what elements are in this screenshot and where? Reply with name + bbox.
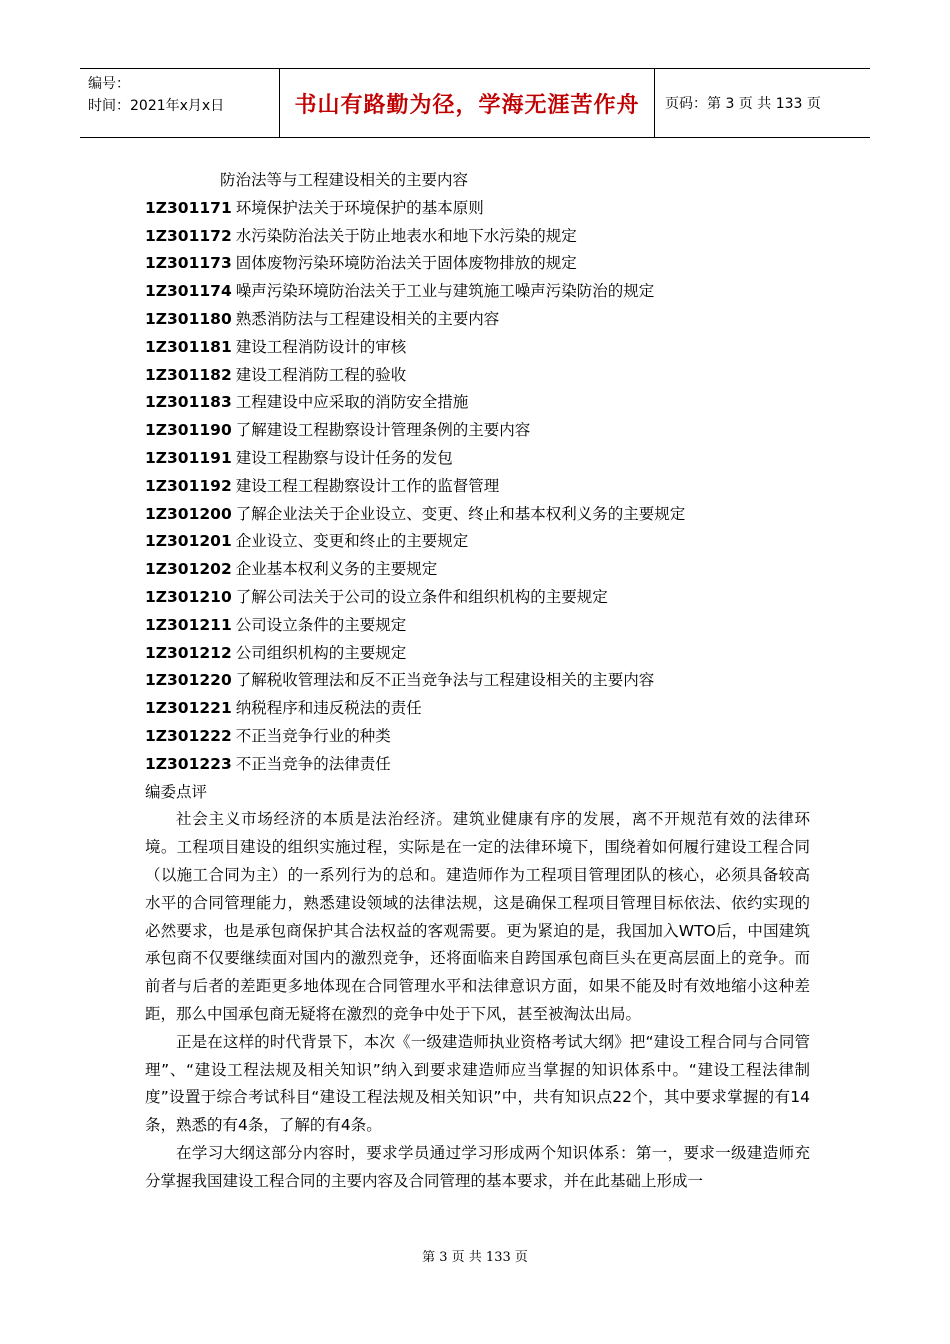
syllabus-outline — [145, 167, 810, 806]
outline-item — [145, 362, 810, 390]
outline-item — [145, 223, 810, 251]
outline-item-code: 1Z301212 — [145, 643, 232, 662]
outline-item — [145, 612, 810, 640]
outline-item-code: 1Z301181 — [145, 337, 232, 356]
outline-item — [145, 445, 810, 473]
outline-item-text: 编委点评 — [145, 782, 208, 801]
outline-item-text: 建设工程勘察与设计任务的发包 — [235, 448, 453, 467]
outline-item-code: 1Z301202 — [145, 560, 232, 579]
outline-item — [145, 334, 810, 362]
outline-item-code: 1Z301223 — [145, 754, 232, 773]
header-meta — [80, 69, 280, 137]
outline-item-code: 1Z301174 — [145, 282, 232, 301]
outline-item — [145, 528, 810, 556]
outline-item-text: 噪声污染环境防治法关于工业与建筑施工噪声污染防治的规定 — [235, 282, 655, 301]
outline-item-code: 1Z301180 — [145, 309, 232, 328]
outline-item-text: 了解企业法关于企业设立、变更、终止和基本权利义务的主要规定 — [235, 504, 686, 523]
outline-item-text: 了解建设工程勘察设计管理条例的主要内容 — [235, 421, 531, 440]
document-body — [145, 167, 810, 1195]
outline-item-text: 公司设立条件的主要规定 — [235, 615, 407, 634]
page-header — [80, 68, 870, 138]
outline-item — [145, 501, 810, 529]
outline-item-text: 纳税程序和违反税法的责任 — [235, 699, 422, 718]
outline-item — [145, 167, 810, 195]
outline-item — [145, 306, 810, 334]
outline-item-text: 不正当竞争的法律责任 — [235, 754, 391, 773]
outline-item-text: 不正当竞争行业的种类 — [235, 726, 391, 745]
outline-item — [145, 695, 810, 723]
outline-item — [145, 278, 810, 306]
outline-item-text: 公司组织机构的主要规定 — [235, 643, 407, 662]
outline-item — [145, 556, 810, 584]
outline-item-text: 企业基本权利义务的主要规定 — [235, 560, 438, 579]
outline-item — [145, 640, 810, 668]
commentary-section — [145, 806, 810, 1195]
outline-item-text: 固体废物污染环境防治法关于固体废物排放的规定 — [235, 254, 577, 273]
outline-item-code: 1Z301171 — [145, 198, 232, 217]
outline-item-code: 1Z301183 — [145, 393, 232, 412]
outline-item-code: 1Z301172 — [145, 226, 232, 245]
outline-item — [145, 250, 810, 278]
document-number-label: 编号： — [88, 76, 130, 92]
header-page-number: 页码：第 3 页 共 133 页 — [665, 96, 821, 112]
commentary-paragraph: 社会主义市场经济的本质是法治经济。建筑业健康有序的发展，离不开规范有效的法律环境。工程项目建设的组织实施过程，实际是在一定的法律环境下，围绕着如何履行建设工程合同（以施工合同为主）的一系列行为的总和。建造师作为工程项目管理团队的核心，必须具备较高水平的合同管理能力，熟悉建设领域的法律法规，这是确保工程项目管理目标依法、依约实现的必然要求，也是承包商保护其合法权益的客观需要。更为紧迫的是，我国加入WTO后，中国建筑承包商不仅要继续面对国内的激烈竞争，还将面临来自跨国承包商巨头在更高层面上的竞争。而前者与后者的差距更多地体现在合同管理水平和法律意识方面，如果不能及时有效地缩小这种差距，那么中国承包商无疑将在激烈的竞争中处于下风，甚至被淘汰出局。 — [145, 810, 810, 1023]
outline-item-text: 了解公司法关于公司的设立条件和组织机构的主要规定 — [235, 587, 608, 606]
outline-item-code: 1Z301211 — [145, 615, 232, 634]
outline-item — [145, 751, 810, 779]
header-motto: 书山有路勤为径，学海无涯苦作舟 — [280, 69, 655, 137]
outline-item-code: 1Z301182 — [145, 365, 232, 384]
outline-item-code: 1Z301222 — [145, 726, 232, 745]
outline-item-text: 环境保护法关于环境保护的基本原则 — [235, 198, 484, 217]
outline-item — [145, 389, 810, 417]
outline-item-text: 防治法等与工程建设相关的主要内容 — [220, 171, 469, 189]
outline-item-text: 建设工程消防设计的审核 — [235, 337, 407, 356]
outline-item — [145, 473, 810, 501]
outline-item-text: 水污染防治法关于防止地表水和地下水污染的规定 — [235, 226, 577, 245]
outline-item-code: 1Z301191 — [145, 448, 232, 467]
outline-item-code: 1Z301190 — [145, 421, 232, 440]
outline-item-text: 建设工程消防工程的验收 — [235, 365, 407, 384]
outline-item — [145, 723, 810, 751]
outline-item — [145, 584, 810, 612]
outline-item — [145, 667, 810, 695]
commentary-paragraph: 正是在这样的时代背景下，本次《一级建造师执业资格考试大纲》把“建设工程合同与合同管理”、“建设工程法规及相关知识”纳入到要求建造师应当掌握的知识体系中。“建设工程法律制度”设置于综合考试科目“建设工程法规及相关知识”中，共有知识点22个，其中要求掌握的有14条，熟悉的有4条，了解的有4条。 — [145, 1032, 810, 1135]
outline-item-text: 熟悉消防法与工程建设相关的主要内容 — [235, 309, 500, 328]
outline-item-text: 建设工程工程勘察设计工作的监督管理 — [235, 476, 500, 495]
outline-item — [145, 195, 810, 223]
outline-item — [145, 779, 810, 807]
page-footer: 第 3 页 共 133 页 — [422, 1250, 528, 1265]
commentary-paragraph: 在学习大纲这部分内容时，要求学员通过学习形成两个知识体系：第一，要求一级建造师充分掌握我国建设工程合同的主要内容及合同管理的基本要求，并在此基础上形成一 — [145, 1143, 810, 1190]
outline-item-code: 1Z301221 — [145, 699, 232, 718]
outline-item-code: 1Z301201 — [145, 532, 232, 551]
outline-item-code: 1Z301192 — [145, 476, 232, 495]
outline-item — [145, 417, 810, 445]
outline-item-text: 了解税收管理法和反不正当竞争法与工程建设相关的主要内容 — [235, 671, 655, 690]
outline-item-text: 工程建设中应采取的消防安全措施 — [235, 393, 469, 412]
outline-item-code: 1Z301210 — [145, 587, 232, 606]
outline-item-code: 1Z301220 — [145, 671, 232, 690]
document-time-label: 时间：2021年x月x日 — [88, 98, 225, 114]
outline-item-code: 1Z301173 — [145, 254, 232, 273]
outline-item-text: 企业设立、变更和终止的主要规定 — [235, 532, 469, 551]
outline-item-code: 1Z301200 — [145, 504, 232, 523]
